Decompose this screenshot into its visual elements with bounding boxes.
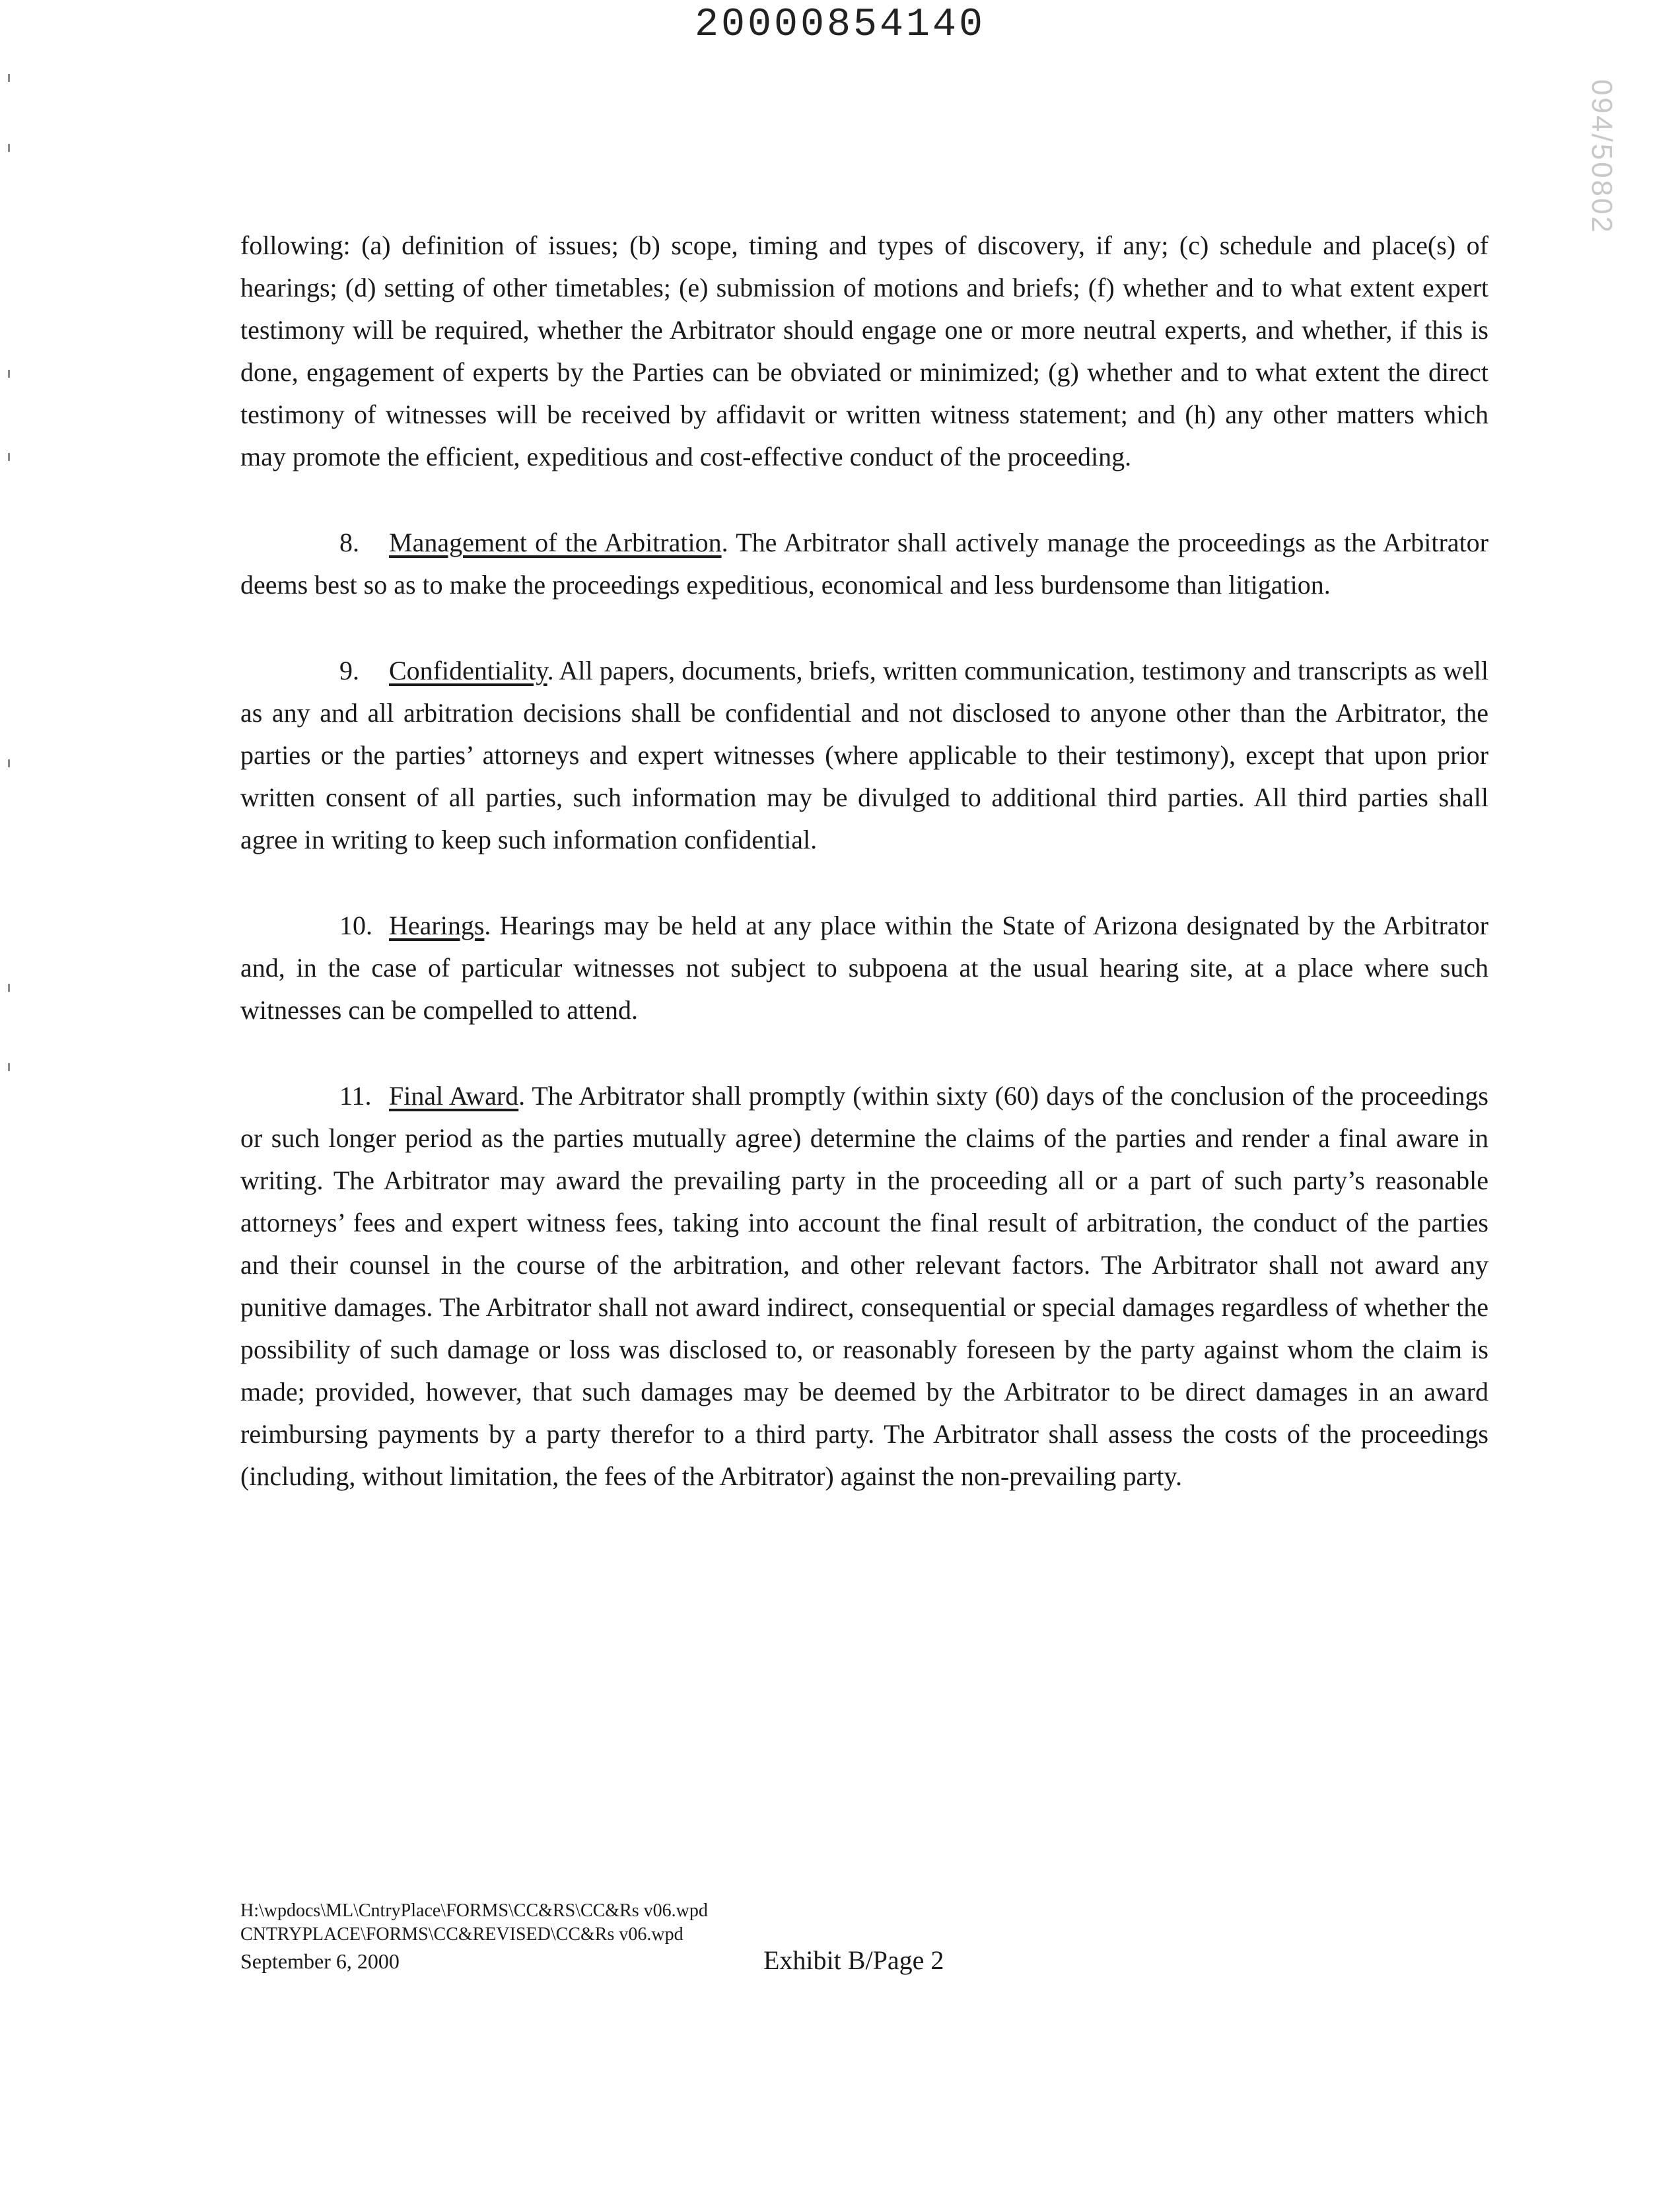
paragraph-number: 8. xyxy=(339,528,359,557)
footer-date: September 6, 2000 xyxy=(240,1949,400,1973)
document-number: 20000854140 xyxy=(694,3,986,48)
paragraph-heading: Final Award xyxy=(389,1081,519,1111)
margin-scan-marks xyxy=(0,0,26,1321)
document-body xyxy=(240,225,1488,1541)
side-stamp xyxy=(1585,79,1630,304)
paragraph-number: 10. xyxy=(339,911,372,940)
paragraph-9 xyxy=(240,650,1488,861)
side-stamp-text: 094/50802 xyxy=(1586,79,1618,234)
paragraph-number: 9. xyxy=(339,656,359,685)
paragraph-heading: Management of the Arbitration xyxy=(389,528,722,557)
paragraph-8 xyxy=(240,522,1488,606)
paragraph-text: . Hearings may be held at any place within the State of Arizona designated by the Arbitrator and, in the case of particular witnesses not subject to subpoena at the usual hearing site, at a place where such witnesses can be compelled to attend. xyxy=(240,911,1488,1025)
exhibit-page-label: Exhibit B/Page 2 xyxy=(763,1945,944,1975)
paragraph-number: 11. xyxy=(339,1081,372,1111)
paragraph-11 xyxy=(240,1075,1488,1498)
paragraph-text: . The Arbitrator shall actively manage the proceedings as the Arbitrator deems best so as to make the proceedings expeditious, economical and less burdensome than litigation. xyxy=(240,528,1488,600)
paragraph-7-continued: following: (a) definition of issues; (b) scope, timing and types of discovery, if any; (c) schedule and place(s) of hearings; (d) setting of other timetables; (e) submission of motions and briefs; (f) whether and to what extent expert testimony will be required, whether the Arbitrator should engage one or more neutral experts, and whether, if this is done, engagement of experts by the Parties can be obviated or minimized; (g) whether and to what extent the direct testimony of witnesses will be received by affidavit or written witness statement; and (h) any other matters which may promote the efficient, expeditious and cost-effective conduct of the proceeding. xyxy=(240,230,1488,471)
footer-file-path-1: H:\wpdocs\ML\CntryPlace\FORMS\CC&RS\CC&Rs v06.wpd xyxy=(240,1900,708,1921)
paragraph-heading: Confidentiality xyxy=(389,656,547,685)
footer-file-path-2: CNTRYPLACE\FORMS\CC&REVISED\CC&Rs v06.wpd xyxy=(240,1924,683,1945)
paragraph-text: . The Arbitrator shall promptly (within sixty (60) days of the conclusion of the proceedings or such longer period as the parties mutually agree) determine the claims of the parties and render a final aware in writing. The Arbitrator may award the prevailing party in the proceeding all or a part of such party’s reasonable attorneys’ fees and expert witness fees, taking into account the final result of arbitration, the conduct of the parties and their counsel in the course of the arbitration, and other relevant factors. The Arbitrator shall not award any punitive damages. The Arbitrator shall not award indirect, consequential or special damages regardless of whether the possibility of such damage or loss was disclosed to, or reasonably foreseen by the party against whom the claim is made; provided, however, that such damages may be deemed by the Arbitrator to be direct damages in an award reimbursing payments by a party therefor to a third party. The Arbitrator shall assess the costs of the proceedings (including, without limitation, the fees of the Arbitrator) against the non-prevailing party. xyxy=(240,1081,1488,1491)
paragraph-10 xyxy=(240,905,1488,1031)
paragraph-text: . All papers, documents, briefs, written communication, testimony and transcripts as well as any and all arbitration decisions shall be confidential and not disclosed to anyone other than the Arbitrator, the parties or the parties’ attorneys and expert witnesses (where applicable to their testimony), except that upon prior written consent of all parties, such information may be divulged to additional third parties. All third parties shall agree in writing to keep such information confidential. xyxy=(240,656,1488,854)
paragraph-heading: Hearings xyxy=(389,911,485,940)
